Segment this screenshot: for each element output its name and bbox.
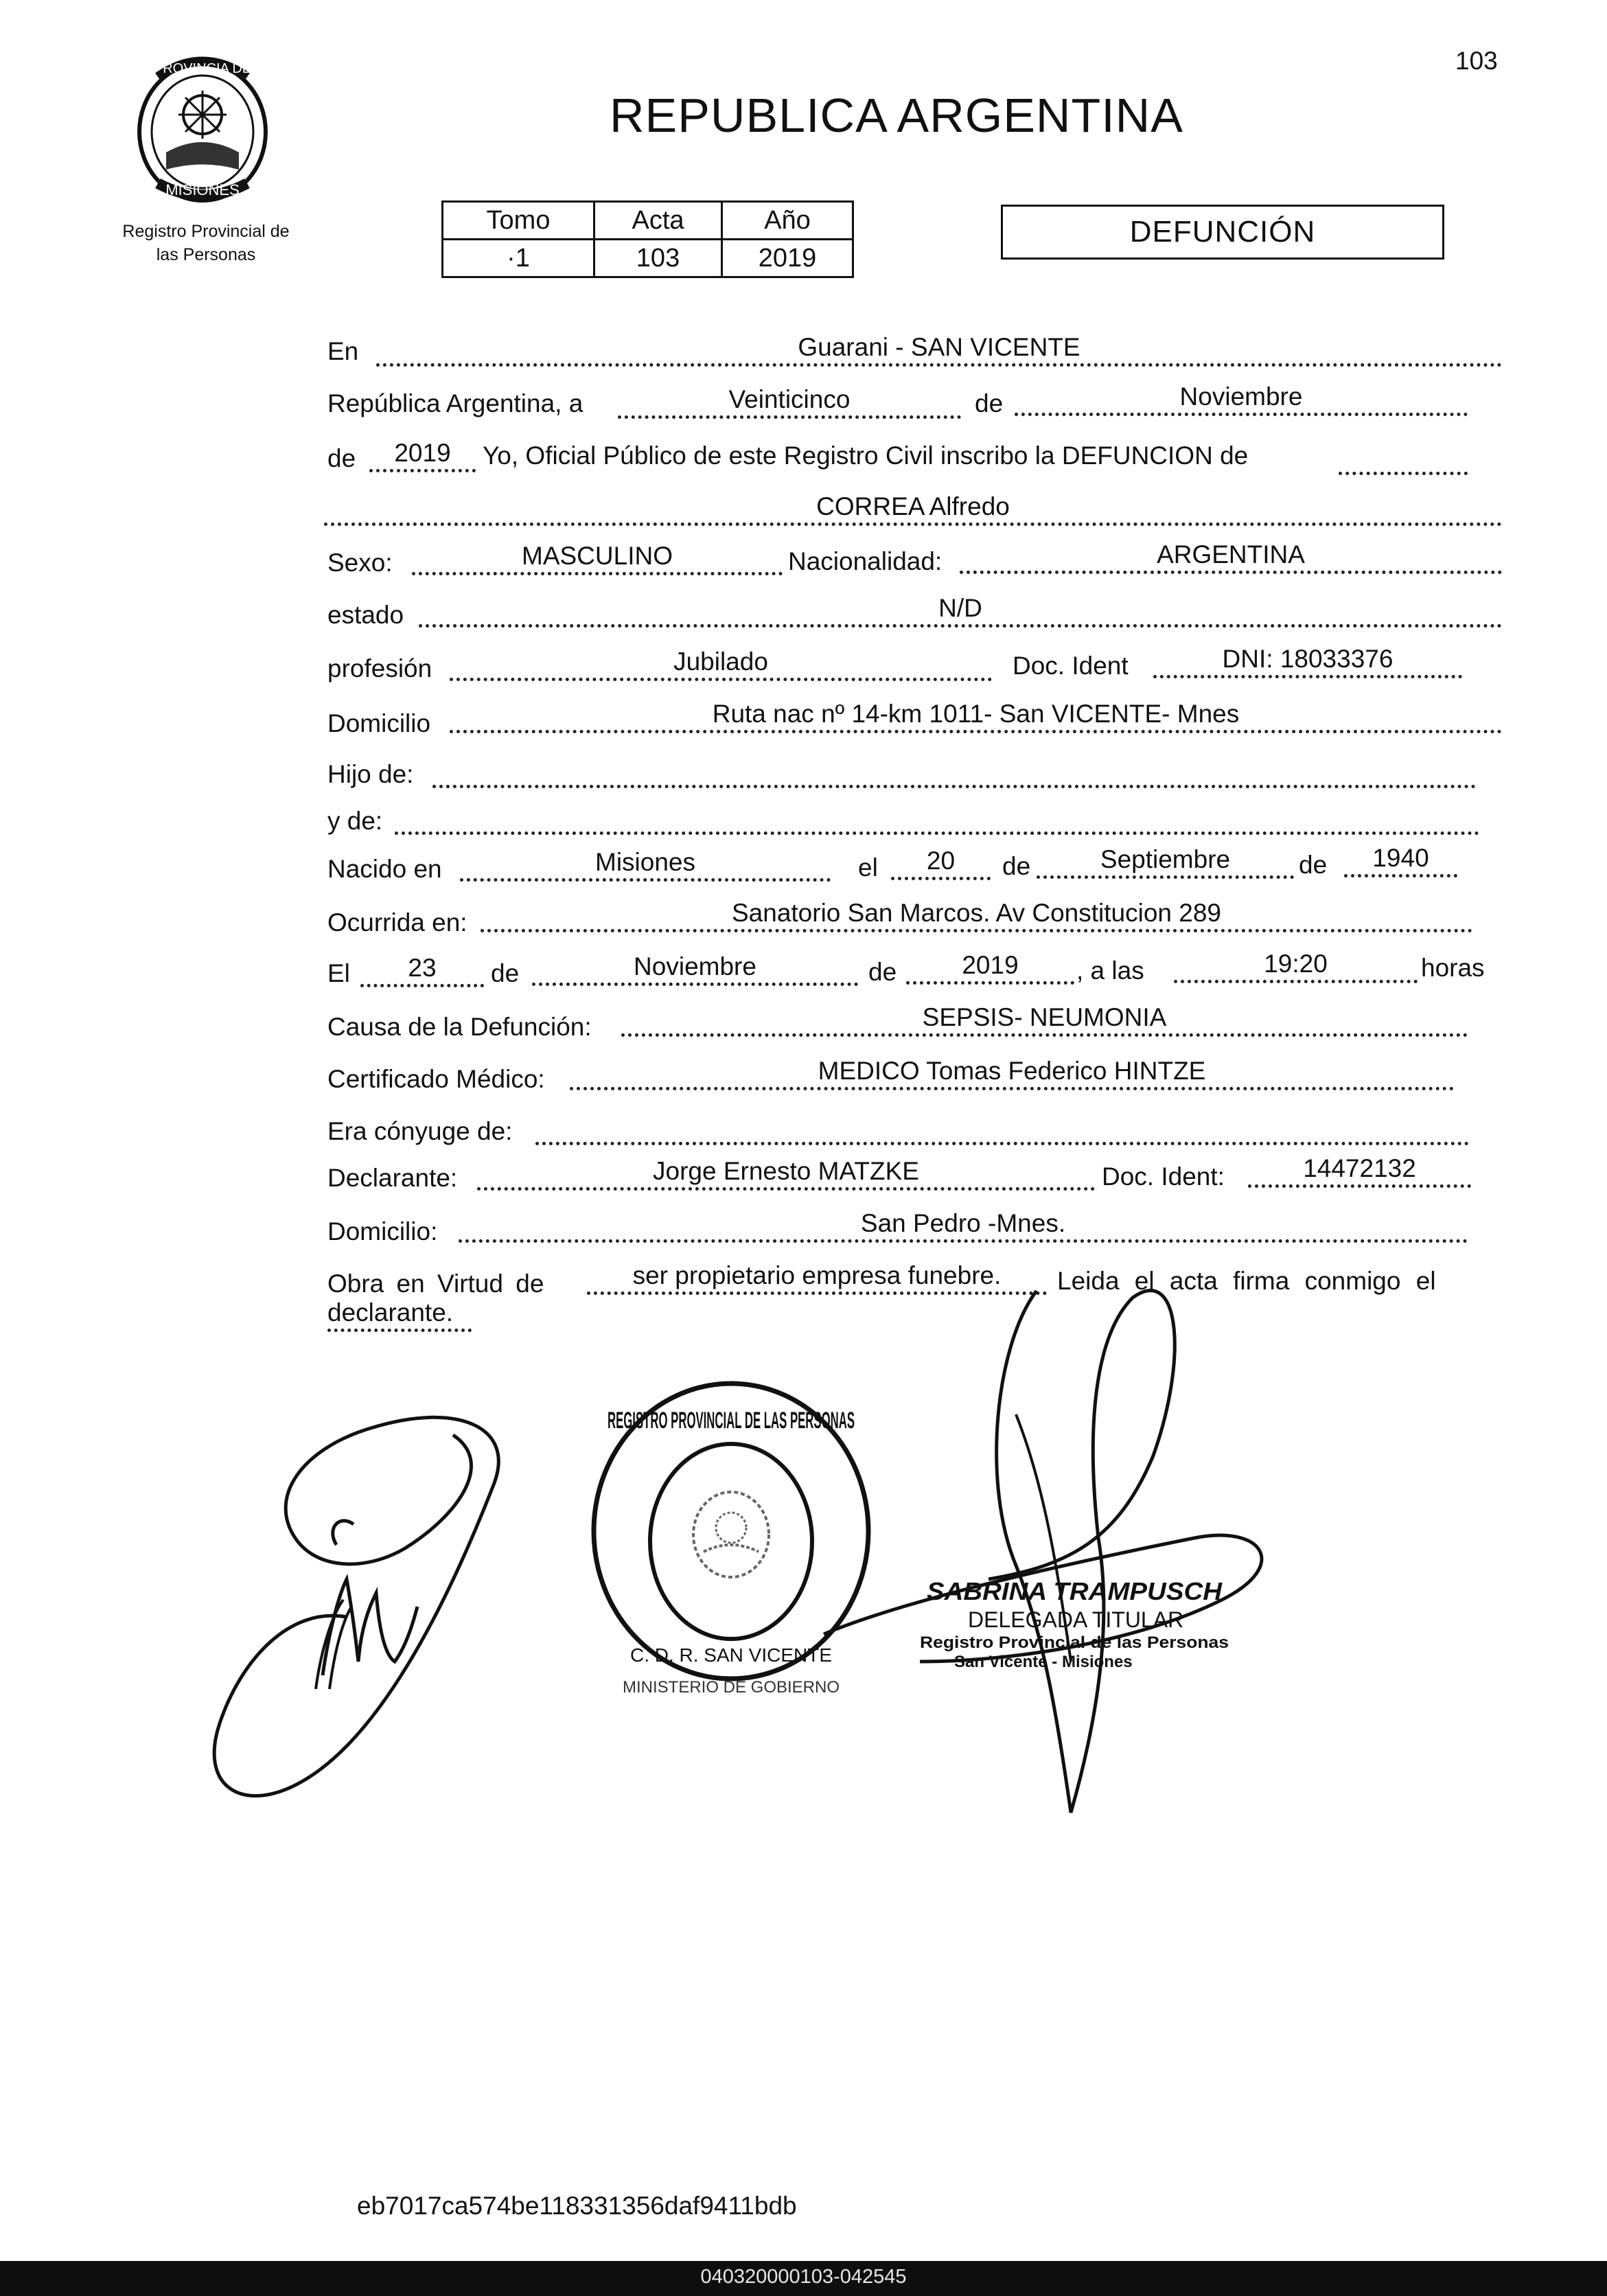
sexo-field: MASCULINO bbox=[412, 542, 783, 575]
death-day-field: 23 bbox=[360, 954, 484, 987]
death-month-field: Noviembre bbox=[532, 953, 858, 986]
obra-label: Obra en Virtud de bbox=[327, 1270, 544, 1298]
nacido-label: Nacido en bbox=[327, 855, 442, 883]
day-field: Veinticinco bbox=[618, 386, 961, 419]
official-office-line1: Registro Provincial de las Personas bbox=[920, 1633, 1229, 1652]
doc-ident2-field: 14472132 bbox=[1248, 1155, 1471, 1188]
doc-ident2-label: Doc. Ident: bbox=[1102, 1162, 1225, 1191]
causa-label: Causa de la Defunción: bbox=[327, 1013, 592, 1041]
obra-field: ser propietario empresa funebre. bbox=[587, 1262, 1047, 1295]
sexo-label: Sexo: bbox=[327, 549, 393, 577]
registry-name-line2: las Personas bbox=[156, 245, 256, 264]
de-label-4: de bbox=[1299, 851, 1328, 879]
de-label-6: de bbox=[868, 958, 897, 986]
domicilio2-field: San Pedro -Mnes. bbox=[459, 1210, 1468, 1243]
en-label: En bbox=[327, 337, 359, 365]
republica-label: República Argentina, a bbox=[327, 389, 583, 417]
de-label-3: de bbox=[1002, 852, 1031, 880]
birth-month-field: Septiembre bbox=[1037, 846, 1294, 879]
profesion-field: Jubilado bbox=[450, 648, 992, 681]
estado-label: estado bbox=[327, 601, 404, 629]
stamp-ring-bottom: C. D. R. SAN VICENTE bbox=[629, 1644, 833, 1666]
declarante-label: Declarante: bbox=[327, 1164, 458, 1192]
de-label-5: de bbox=[491, 959, 520, 987]
official-office-line2: San Vicente - Misiones bbox=[954, 1653, 1133, 1671]
record-table-value-row bbox=[443, 240, 853, 277]
declarante-end-field: declarante. bbox=[327, 1299, 472, 1332]
birth-year-field: 1940 bbox=[1344, 845, 1457, 877]
doc-ident-field: DNI: 18033376 bbox=[1153, 645, 1462, 678]
province-seal-icon bbox=[130, 49, 275, 207]
record-table bbox=[441, 200, 854, 278]
document-type-box: DEFUNCIÓN bbox=[1001, 205, 1444, 260]
official-name: SABRINA TRAMPUSCH bbox=[927, 1577, 1223, 1605]
document-hash: eb7017ca574be118331356daf9411bdb bbox=[357, 2192, 797, 2220]
el-label: el bbox=[858, 853, 878, 882]
alas-label: , a las bbox=[1076, 956, 1144, 985]
registry-name bbox=[96, 220, 316, 266]
declarante-field: Jorge Ernesto MATZKE bbox=[477, 1158, 1095, 1191]
nacionalidad-field: ARGENTINA bbox=[960, 541, 1502, 574]
profesion-label: profesión bbox=[327, 654, 432, 682]
declarant-signature bbox=[199, 1401, 556, 1813]
domicilio2-label: Domicilio: bbox=[327, 1217, 438, 1245]
el2-label: El bbox=[327, 959, 350, 987]
nacido-field: Misiones bbox=[460, 849, 831, 882]
nacionalidad-label: Nacionalidad: bbox=[788, 547, 943, 575]
stamp-ring-top: REGISTRO PROVINCIAL DE LAS PERSONAS bbox=[608, 1408, 855, 1434]
en-field: Guarani - SAN VICENTE bbox=[376, 334, 1502, 367]
yde-field bbox=[395, 802, 1479, 835]
ocurrida-label: Ocurrida en: bbox=[327, 908, 467, 937]
death-year-field: 2019 bbox=[906, 952, 1074, 985]
de-label-2: de bbox=[327, 444, 356, 472]
stamp-ministry: MINISTERIO DE GOBIERNO bbox=[622, 1678, 840, 1697]
domicilio-field: Ruta nac nº 14-km 1011- San VICENTE- Mnes bbox=[450, 700, 1502, 733]
seal-text-top: PROVINCIA DE bbox=[153, 61, 252, 76]
acta-value: 103 bbox=[594, 240, 722, 277]
record-table-header-row bbox=[443, 202, 853, 240]
oficial-tail-field bbox=[1339, 442, 1468, 475]
official-stamp bbox=[913, 1572, 1242, 1696]
tomo-value: ·1 bbox=[443, 240, 594, 277]
deceased-name-field: CORREA Alfredo bbox=[324, 493, 1502, 526]
acta-header: Acta bbox=[594, 202, 722, 240]
estado-field: N/D bbox=[419, 595, 1502, 628]
horas-label: horas bbox=[1421, 954, 1485, 982]
domicilio-label: Domicilio bbox=[327, 709, 431, 737]
registry-name-line1: Registro Provincial de bbox=[122, 222, 290, 241]
causa-field: SEPSIS- NEUMONIA bbox=[621, 1004, 1468, 1037]
hijo-field bbox=[432, 755, 1476, 788]
footer-code: 040320000103-042545 bbox=[700, 2266, 907, 2288]
certificado-field: MEDICO Tomas Federico HINTZE bbox=[570, 1057, 1454, 1090]
ocurrida-field: Sanatorio San Marcos. Av Constitucion 289 bbox=[481, 899, 1472, 932]
doc-ident-label: Doc. Ident bbox=[1013, 652, 1129, 680]
tomo-header: Tomo bbox=[443, 202, 594, 240]
anio-value: 2019 bbox=[722, 240, 853, 277]
de-label-1: de bbox=[975, 389, 1004, 417]
leida-text: Leida el acta firma conmigo el bbox=[1057, 1267, 1436, 1295]
page-title: REPUBLICA ARGENTINA bbox=[610, 89, 1183, 142]
oficial-text: Yo, Oficial Público de este Registro Civil inscribo la DEFUNCION de bbox=[483, 441, 1249, 470]
page-number: 103 bbox=[1455, 47, 1498, 75]
certificado-label: Certificado Médico: bbox=[327, 1065, 545, 1093]
official-title: DELEGADA TITULAR bbox=[968, 1607, 1184, 1632]
conyuge-label: Era cónyuge de: bbox=[327, 1117, 513, 1145]
birth-day-field: 20 bbox=[891, 847, 991, 880]
yde-label: y de: bbox=[327, 807, 383, 835]
seal-text-bottom: MISIONES bbox=[165, 181, 240, 198]
official-signature bbox=[810, 1277, 1277, 1826]
anio-header: Año bbox=[722, 202, 853, 240]
conyuge-field bbox=[535, 1112, 1469, 1145]
hijo-label: Hijo de: bbox=[327, 760, 414, 788]
death-time-field: 19:20 bbox=[1174, 950, 1418, 983]
month-field: Noviembre bbox=[1015, 383, 1468, 416]
year-field: 2019 bbox=[369, 439, 476, 472]
